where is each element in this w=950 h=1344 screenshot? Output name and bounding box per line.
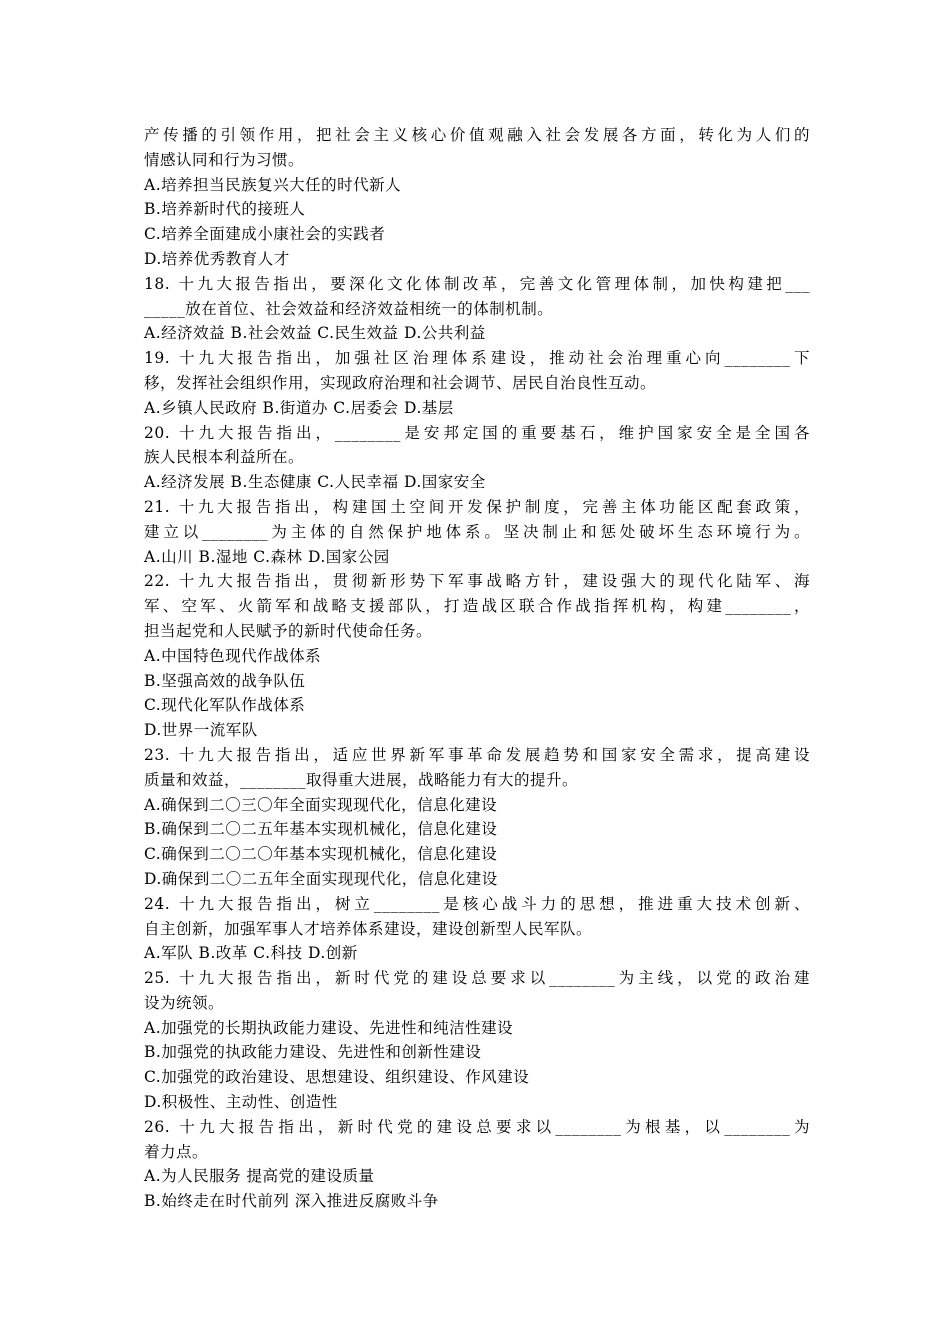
text-line: 移，发挥社会组织作用，实现政府治理和社会调节、居民自治良性互动。 <box>144 373 657 392</box>
text-line: B.始终走在时代前列 深入推进反腐败斗争 <box>144 1192 439 1211</box>
text-line: B.坚强高效的战争队伍 <box>144 671 306 690</box>
document-page <box>144 123 810 1214</box>
text-line: C.加强党的政治建设、思想建设、组织建设、作风建设 <box>144 1068 530 1087</box>
text-line: C.培养全面建成小康社会的实践者 <box>144 225 386 244</box>
text-line: 26. 十九大报告指出，新时代党的建设总要求以________为根基，以________为 <box>144 1117 810 1136</box>
text-line: A.中国特色现代作战体系 <box>144 646 322 665</box>
text-line: D.世界一流军队 <box>144 721 258 740</box>
text-line: A.经济效益 B.社会效益 C.民生效益 D.公共利益 <box>144 324 486 343</box>
text-line: _____放在首位、社会效益和经济效益相统一的体制机制。 <box>144 299 554 318</box>
text-line: A.经济发展 B.生态健康 C.人民幸福 D.国家安全 <box>144 473 486 492</box>
text-line: D.确保到二〇二五年全面实现现代化，信息化建设 <box>144 869 498 888</box>
text-line: 24. 十九大报告指出，树立________是核心战斗力的思想，推进重大技术创新、 <box>144 894 810 913</box>
text-line: A.为人民服务 提高党的建设质量 <box>144 1167 375 1186</box>
text-line: 22. 十九大报告指出，贯彻新形势下军事战略方针，建设强大的现代化陆军、海 <box>144 572 810 591</box>
text-line: 族人民根本利益所在。 <box>144 448 305 467</box>
text-line: 军、空军、火箭军和战略支援部队，打造战区联合作战指挥机构，构建________， <box>144 597 810 616</box>
text-line: A.军队 B.改革 C.科技 D.创新 <box>144 944 358 963</box>
text-line: 自主创新，加强军事人才培养体系建设，建设创新型人民军队。 <box>144 919 593 938</box>
text-line: 质量和效益，________取得重大进展，战略能力有大的提升。 <box>144 770 579 789</box>
text-line: A.乡镇人民政府 B.街道办 C.居委会 D.基层 <box>144 398 454 417</box>
text-line: C.确保到二〇二〇年基本实现机械化，信息化建设 <box>144 845 498 864</box>
text-line: 19. 十九大报告指出，加强社区治理体系建设，推动社会治理重心向________下 <box>144 349 810 368</box>
text-line: 21. 十九大报告指出，构建国土空间开发保护制度，完善主体功能区配套政策， <box>144 497 810 516</box>
text-line: 产传播的引领作用，把社会主义核心价值观融入社会发展各方面，转化为人们的 <box>144 126 810 144</box>
text-line: 20. 十九大报告指出，________是安邦定国的重要基石，维护国家安全是全国各 <box>144 423 810 442</box>
text-line: 18. 十九大报告指出，要深化文化体制改革，完善文化管理体制，加快构建把___ <box>144 274 810 293</box>
text-line: B.确保到二〇二五年基本实现机械化，信息化建设 <box>144 820 498 839</box>
text-line: B.培养新时代的接班人 <box>144 200 306 219</box>
text-line: 着力点。 <box>144 1142 209 1161</box>
text-line: 情感认同和行为习惯。 <box>144 150 305 169</box>
text-line: C.现代化军队作战体系 <box>144 696 306 715</box>
text-line: A.培养担当民族复兴大任的时代新人 <box>144 175 402 194</box>
text-line: 担当起党和人民赋予的新时代使命任务。 <box>144 621 433 640</box>
text-line: 25. 十九大报告指出，新时代党的建设总要求以________为主线，以党的政治建 <box>144 969 810 988</box>
text-line: D.积极性、主动性、创造性 <box>144 1093 338 1112</box>
text-line: 建立以________为主体的自然保护地体系。坚决制止和惩处破坏生态环境行为。 <box>144 522 810 541</box>
text-line: A.确保到二〇三〇年全面实现现代化，信息化建设 <box>144 795 498 814</box>
text-line: A.山川 B.湿地 C.森林 D.国家公园 <box>144 547 390 566</box>
text-line: A.加强党的长期执政能力建设、先进性和纯洁性建设 <box>144 1018 514 1037</box>
text-line: B.加强党的执政能力建设、先进性和创新性建设 <box>144 1043 482 1062</box>
text-line: 23. 十九大报告指出，适应世界新军事革命发展趋势和国家安全需求，提高建设 <box>144 745 810 764</box>
text-line: D.培养优秀教育人才 <box>144 249 290 268</box>
text-line: 设为统领。 <box>144 993 225 1012</box>
